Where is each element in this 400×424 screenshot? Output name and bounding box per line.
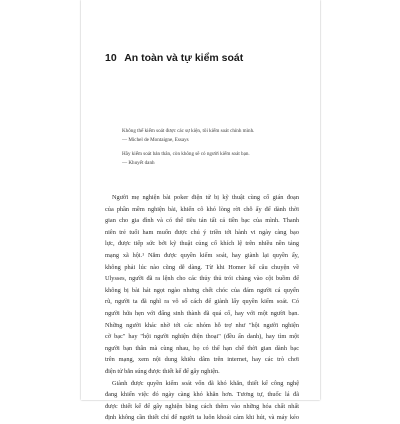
body-line: rũ, người ta đã nghĩ ra vô số cách để giành lấy quyền kiểm soát. Có [105,298,299,306]
body-line: Những người khác nhờ tới các nhóm hỗ trợ như "hội người nghiện [105,321,299,329]
body-line: định không cần thiết chỉ để người ta luôn khoái cảm khi hút, và máy kéo [105,414,299,422]
body-line: niên trẻ tuổi ham muốn được chú ý triền tới hành vi ngày càng bạo [105,228,299,236]
body-line: đang khiến việc đó ngày càng khó khăn hơn. Tương tự, thuốc lá đã [105,391,299,399]
body-line: không phải lúc nào cũng dễ dàng. Từ khi Homer kể câu chuyện về [105,263,299,271]
epigraph-quote: Không thể kiểm soát được các sự kiện, tôi kiểm soát chính mình. [122,128,255,134]
body-text [105,192,299,424]
body-line: của phần mềm nghiện bài, khiến cô khó lòng rời chỗ ấy để dành thời [105,205,299,213]
body-line: được thiết kế để gây nghiện bằng cách thêm vào những hóa chất nhất [105,402,299,410]
epigraph-attribution: — Khuyết danh [122,160,155,166]
body-line: mạng xã hội.¹ Nắm được quyền kiểm soát, hay giành lại quyền ấy, [105,251,299,259]
body-line: người hứa hẹn với đấng sinh thành đã quá cố, hay với một người bạn. [105,309,299,317]
body-line: người bạn thân mà cùng nhau, họ có thể hạn chế thời gian dành bạc [105,344,299,352]
epigraph-quote: Hãy kiểm soát bản thân, còn không sẽ có người kiểm soát bạn. [122,151,250,157]
epigraphs [122,127,302,168]
body-line: không bị bài hát ngọt ngào nhưng chết chóc của đám người cá quyến [105,286,299,294]
body-line: Người mẹ nghiện bài poker điện tử bị kỹ thuật cùng cố gián đoạn [112,194,299,201]
body-line: lực, được tiếp sức bởi kỹ thuật củng cố khích lệ trên nhiều nền tảng [105,240,299,248]
chapter-heading [105,52,315,64]
body-line: cờ bạc" hay "hội người nghiện điện thoại" (đều ẩn danh), hay tìm một [105,333,299,341]
body-line: trên mạng, xem nội dung khiêu dâm trên internet, hay các trò chơi [105,356,299,364]
chapter-number: 10 [105,52,117,64]
body-line: điện tử bắn súng được thiết kế để gây nghiện. [105,367,220,375]
epigraph-attribution: — Michel de Montaigne, Essays [122,137,189,143]
chapter-title: An toàn và tự kiểm soát [124,52,244,64]
body-line: Ulysses, người đã ra lệnh cho các thủy thủ trói chàng vào cột buồm để [105,275,299,283]
body-line: Giành được quyền kiểm soát vốn đã khó khăn, thiết kế công nghệ [112,379,299,387]
body-line: gian cho gia đình và có thể tiêu tán tất cả tiền bạc của mình. Thanh [105,217,299,225]
book-page [81,0,320,422]
